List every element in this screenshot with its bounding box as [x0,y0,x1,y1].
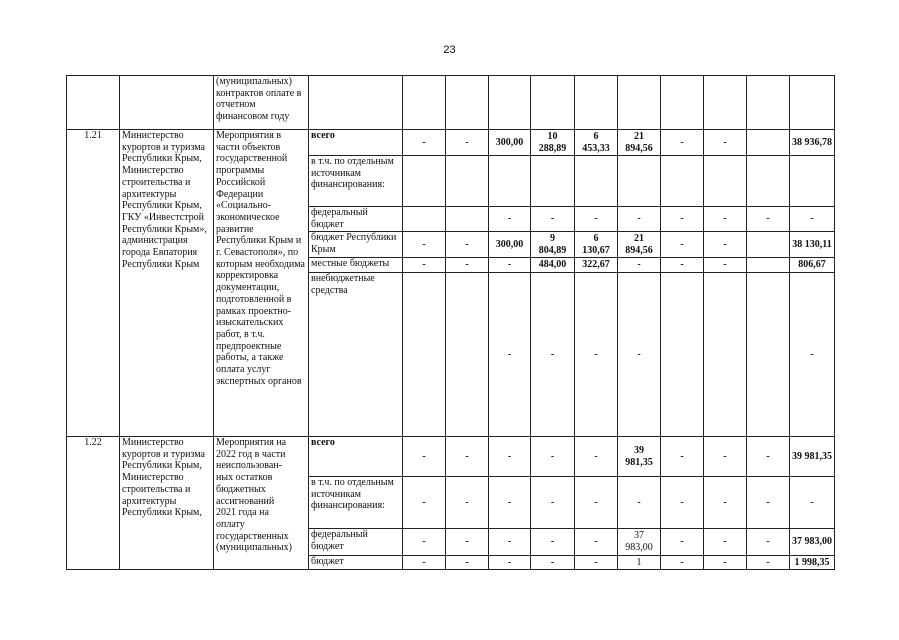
value-cell: - [618,258,661,273]
source-label: всего [309,130,403,156]
value-cell: 6 130,67 [575,232,618,258]
value-cell [747,273,790,437]
value-cell: - [531,273,575,437]
value-cell: - [704,207,747,232]
value-cell: 38 130,11 [790,232,835,258]
value-cell: - [403,232,446,258]
value-cell: 806,67 [790,258,835,273]
source-label: местные бюджеты [309,258,403,273]
value-cell: 300,00 [489,130,531,156]
value-cell: - [575,529,618,556]
value-cell: - [575,437,618,477]
executor-cell: Министерство курортов и туризма Республики Крым, Министерство строительства и архитектуры Республики Крым, ГКУ «Инвестстрой Республики Крым», администрация города Евпатория Республики Крым [120,130,214,437]
value-cell: - [446,477,489,529]
value-cell: - [661,556,704,570]
value-cell [661,273,704,437]
value-cell: 39 981,35 [618,437,661,477]
value-cell: - [790,207,835,232]
value-cell: - [575,207,618,232]
value-cell: 21 894,56 [618,232,661,258]
value-cell: - [531,477,575,529]
value-cell [403,207,446,232]
value-cell: - [489,273,531,437]
measure-line: 2022 год в части [216,448,286,460]
value-cell: - [704,232,747,258]
value-cell: 9 804,89 [531,232,575,258]
value-cell: - [489,437,531,477]
value-cell: - [531,529,575,556]
value-cell: - [747,437,790,477]
measure-line: неиспользован- [216,460,282,472]
measure-line: ных остатков [216,472,273,484]
value-cell: - [446,258,489,273]
value-cell: 1 [618,556,661,570]
value-cell: - [446,556,489,570]
row-number: 1.21 [67,130,120,437]
value-cell: 37 983,00 [790,529,835,556]
value-cell: - [661,529,704,556]
table-row [67,437,835,477]
value-cell: - [489,556,531,570]
page-number: 23 [443,44,456,56]
row-number: 1.22 [67,437,120,570]
value-cell: - [489,258,531,273]
value-cell: - [403,556,446,570]
value-cell: - [790,477,835,529]
value-cell: - [704,437,747,477]
value-cell: - [403,477,446,529]
value-cell: 322,67 [575,258,618,273]
measure-line: государственных [216,530,289,542]
measure-line: (муниципальных) [216,542,292,554]
value-cell: - [618,207,661,232]
source-label: бюджет Республики Крым [309,232,403,258]
value-cell: - [403,437,446,477]
source-label: в т.ч. по отдельным источникам финансирования: [309,477,403,529]
value-cell: - [661,130,704,156]
value-cell: - [661,437,704,477]
measure-line: бюджетных [216,483,266,495]
value-cell: - [747,556,790,570]
value-cell [446,273,489,437]
value-cell: - [704,477,747,529]
value-cell: 1 998,35 [790,556,835,570]
value-cell: - [704,130,747,156]
value-cell: - [618,477,661,529]
measure-cell: Мероприятия в части объектов государственной программы Российской Федерации «Социально-экономическое развитие Республики Крым и г. Севастополя», по которым необходима корректировка документации, подготовленной в рамках проектно-изыскательских работ, в т.ч. предпроектные работы, а также оплата услуг экспертных органов [214,130,309,437]
source-label: всего [309,437,403,477]
value-cell: - [489,529,531,556]
value-cell: - [575,477,618,529]
value-cell: - [747,207,790,232]
measure-cell [214,437,309,570]
value-cell: - [446,437,489,477]
value-cell: - [531,437,575,477]
finance-table [66,75,835,570]
value-cell: 10 288,89 [531,130,575,156]
measure-line: оплату [216,518,245,530]
executor-cell: Министерство курортов и туризма Республики Крым, Министерство строительства и архитектуры Республики Крым, [120,437,214,570]
value-cell: - [704,529,747,556]
value-cell: - [531,207,575,232]
value-cell: 484,00 [531,258,575,273]
value-cell: - [661,232,704,258]
value-cell: - [704,556,747,570]
source-label: федеральный бюджет [309,529,403,556]
value-cell: - [446,130,489,156]
value-cell: - [661,477,704,529]
value-cell: - [661,207,704,232]
value-cell: - [489,207,531,232]
source-label: внебюджетные средства [309,273,403,437]
value-cell: 37 983,00 [618,529,661,556]
value-cell: - [446,529,489,556]
value-cell [446,207,489,232]
measure-line: ассигнований [216,495,275,507]
value-cell: - [747,477,790,529]
value-cell: - [661,258,704,273]
source-label: в т.ч. по отдельным источникам финансирования: [309,156,403,207]
table-row [67,130,835,156]
value-cell: - [704,258,747,273]
measure-line: Мероприятия на [216,437,287,448]
value-cell: 21 894,56 [618,130,661,156]
measure-cell: (муниципальных) контрактов оплате в отчетном финансовом году [214,76,309,130]
value-cell [403,273,446,437]
source-label: бюджет [309,556,403,570]
value-cell: 38 936,78 [790,130,835,156]
value-cell [704,273,747,437]
value-cell [747,232,790,258]
value-cell: - [446,232,489,258]
value-cell: - [575,556,618,570]
value-cell: - [403,258,446,273]
value-cell [747,258,790,273]
measure-line: 2021 года на [216,507,269,519]
value-cell: - [618,273,661,437]
value-cell: 300,00 [489,232,531,258]
source-label: федеральный бюджет [309,207,403,232]
value-cell: - [531,556,575,570]
value-cell: 6 453,33 [575,130,618,156]
value-cell: 39 981,35 [790,437,835,477]
value-cell: - [747,529,790,556]
value-cell: - [489,477,531,529]
value-cell: - [403,529,446,556]
value-cell: - [790,273,835,437]
value-cell [747,130,790,156]
value-cell: - [403,130,446,156]
value-cell: - [575,273,618,437]
table-row [67,76,835,130]
